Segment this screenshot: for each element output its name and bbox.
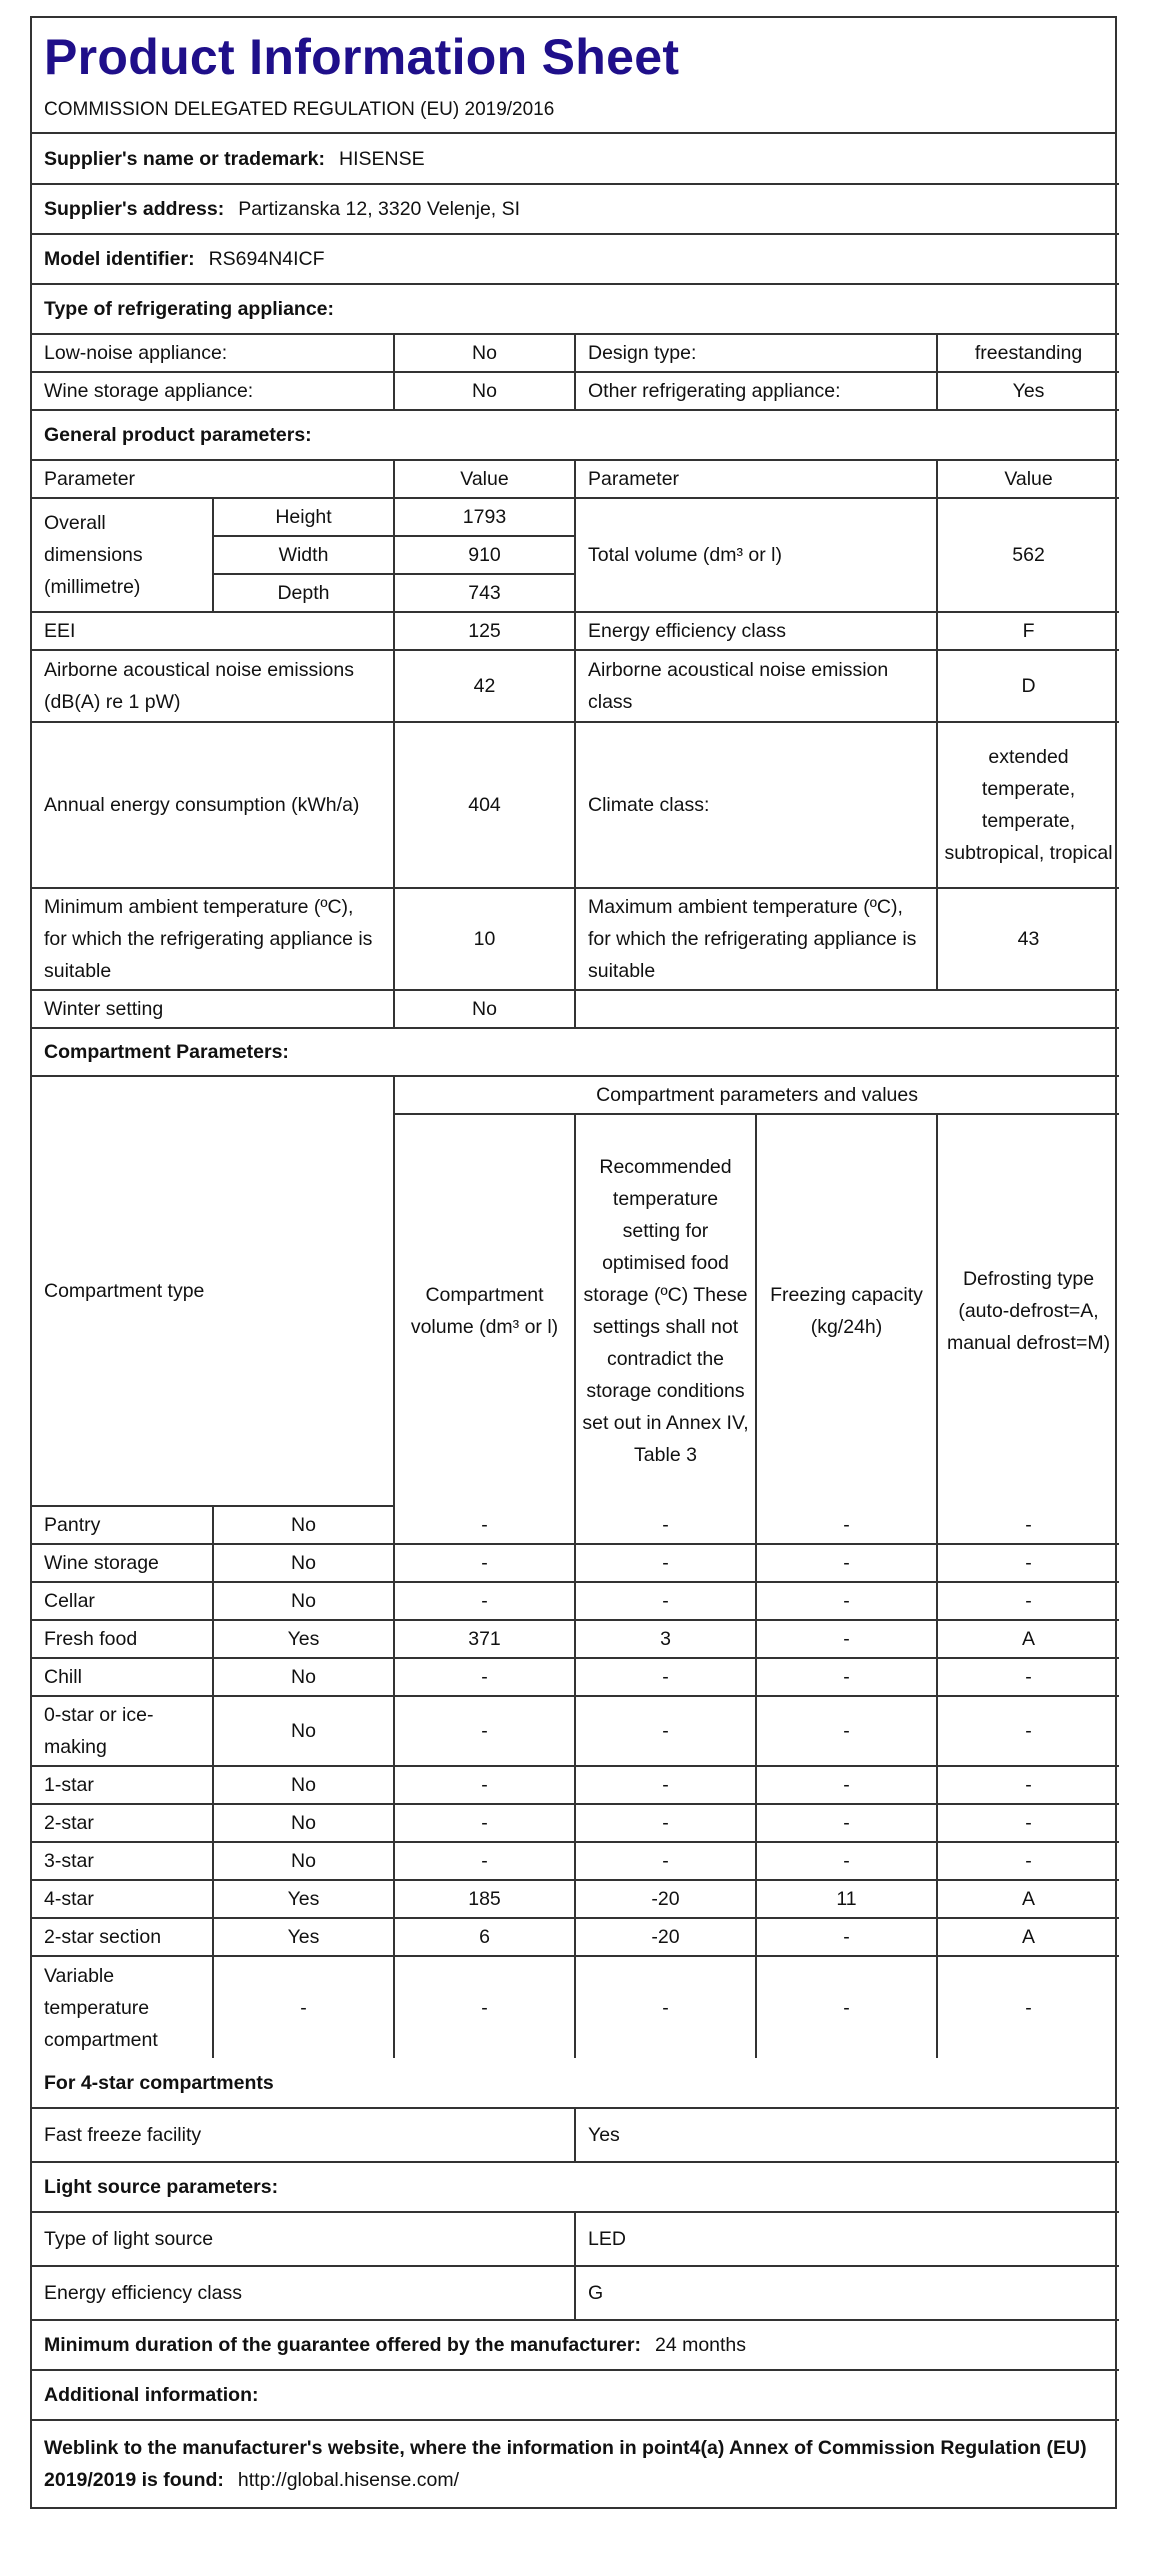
value-header-2: Value [937, 460, 1119, 498]
value-header: Value [394, 460, 575, 498]
compartment-freezing-capacity: - [756, 1804, 937, 1842]
low-noise-label: Low-noise appliance: [32, 334, 394, 372]
light-type-label: Type of light source [32, 2212, 575, 2266]
depth-label: Depth [213, 574, 394, 612]
compartment-temperature: - [575, 1804, 756, 1842]
compartment-defrosting-type: - [937, 1842, 1119, 1880]
compartment-present: - [213, 1956, 394, 2058]
climate-class-value: extended temperate, temperate, subtropical, tropical [937, 722, 1119, 888]
compartment-volume: - [394, 1506, 575, 1544]
compartment-row [32, 1956, 1119, 2058]
compartment-temperature: - [575, 1696, 756, 1766]
compartment-name: Fresh food [32, 1620, 213, 1658]
compartment-present: No [213, 1506, 394, 1544]
compartment-freezing-capacity: - [756, 1918, 937, 1956]
compartment-temperature: - [575, 1506, 756, 1544]
compartment-present: No [213, 1544, 394, 1582]
compartment-row [32, 1696, 1119, 1766]
eei-label: EEI [32, 612, 394, 650]
fast-freeze-value: Yes [575, 2108, 1119, 2162]
general-header-row [32, 460, 1119, 498]
info-table [32, 134, 1119, 2506]
winter-setting-row [32, 990, 1119, 1028]
compartment-name: Wine storage [32, 1544, 213, 1582]
low-noise-row [32, 334, 1119, 372]
compartment-volume: - [394, 1696, 575, 1766]
page-title: Product Information Sheet [44, 29, 680, 85]
max-temp-label: Maximum ambient temperature (ºC), for which the refrigerating appliance is suitable [575, 888, 937, 990]
compartment-present: Yes [213, 1880, 394, 1918]
wine-storage-row [32, 372, 1119, 410]
winter-setting-value: No [394, 990, 575, 1028]
compartment-volume: - [394, 1582, 575, 1620]
compartment-row [32, 1582, 1119, 1620]
compartment-temperature: - [575, 1842, 756, 1880]
climate-class-label: Climate class: [575, 722, 937, 888]
recommended-temperature-header: Recommended temperature setting for optimised food storage (ºC) These settings shall not contradict the storage conditions set out in Annex IV, Table 3 [575, 1114, 756, 1506]
light-class-value: G [575, 2266, 1119, 2320]
compartment-name: Chill [32, 1658, 213, 1696]
supplier-address-row [32, 184, 1119, 234]
light-heading: Light source parameters: [32, 2162, 1119, 2212]
compartment-present: No [213, 1842, 394, 1880]
height-label: Height [213, 498, 394, 536]
appliance-type-heading: Type of refrigerating appliance: [32, 284, 1119, 334]
compartment-freezing-capacity: 11 [756, 1880, 937, 1918]
annual-energy-row [32, 722, 1119, 888]
eei-row [32, 612, 1119, 650]
compartment-freezing-capacity: - [756, 1956, 937, 2058]
compartment-present: No [213, 1804, 394, 1842]
four-star-heading: For 4-star compartments [32, 2058, 1119, 2108]
compartment-row [32, 1620, 1119, 1658]
compartment-rows [32, 1506, 1119, 2058]
compartment-name: Pantry [32, 1506, 213, 1544]
compartment-freezing-capacity: - [756, 1766, 937, 1804]
fast-freeze-row [32, 2108, 1119, 2162]
total-volume-label: Total volume (dm³ or l) [575, 498, 937, 612]
fast-freeze-label: Fast freeze facility [32, 2108, 575, 2162]
compartment-group-header-row [32, 1076, 1119, 1114]
compartment-temperature: - [575, 1582, 756, 1620]
noise-value: 42 [394, 650, 575, 722]
compartment-freezing-capacity: - [756, 1842, 937, 1880]
compartment-defrosting-type: - [937, 1582, 1119, 1620]
compartment-name: 3-star [32, 1842, 213, 1880]
compartment-freezing-capacity: - [756, 1658, 937, 1696]
light-heading-row [32, 2162, 1119, 2212]
general-heading: General product parameters: [32, 410, 1119, 460]
compartment-name: Variable temperature compartment [32, 1956, 213, 2058]
compartment-row [32, 1918, 1119, 1956]
supplier-name-row [32, 134, 1119, 184]
compartment-temperature: - [575, 1766, 756, 1804]
noise-class-value: D [937, 650, 1119, 722]
compartment-name: 2-star [32, 1804, 213, 1842]
compartment-volume: - [394, 1544, 575, 1582]
compartment-volume: 6 [394, 1918, 575, 1956]
min-temp-value: 10 [394, 888, 575, 990]
compartment-defrosting-type: - [937, 1658, 1119, 1696]
compartment-volume: - [394, 1658, 575, 1696]
compartment-defrosting-type: - [937, 1696, 1119, 1766]
model-identifier-label: Model identifier: [44, 248, 195, 270]
compartment-temperature: - [575, 1544, 756, 1582]
depth-value: 743 [394, 574, 575, 612]
empty-cell [575, 990, 1119, 1028]
guarantee-value: 24 months [654, 2334, 747, 2356]
dimensions-label: Overall dimensions (millimetre) [32, 498, 213, 612]
weblink-label: Weblink to the manufacturer's website, where the information in point4(a) Annex of Commission Regulation (EU) 2019/2019 is found: [44, 2436, 1087, 2491]
compartment-row [32, 1766, 1119, 1804]
freezing-capacity-header: Freezing capacity (kg/24h) [756, 1114, 937, 1506]
width-value: 910 [394, 536, 575, 574]
winter-setting-label: Winter setting [32, 990, 394, 1028]
compartment-row [32, 1506, 1119, 1544]
compartment-row [32, 1544, 1119, 1582]
compartment-defrosting-type: - [937, 1804, 1119, 1842]
additional-heading: Additional information: [32, 2370, 1119, 2420]
compartment-defrosting-type: - [937, 1506, 1119, 1544]
compartment-freezing-capacity: - [756, 1582, 937, 1620]
wine-storage-label: Wine storage appliance: [32, 372, 394, 410]
guarantee-row [32, 2320, 1119, 2370]
light-class-label: Energy efficiency class [32, 2266, 575, 2320]
compartment-name: Cellar [32, 1582, 213, 1620]
compartment-present: No [213, 1582, 394, 1620]
compartment-name: 0-star or ice-making [32, 1696, 213, 1766]
compartment-temperature: 3 [575, 1620, 756, 1658]
width-label: Width [213, 536, 394, 574]
annual-energy-label: Annual energy consumption (kWh/a) [32, 722, 394, 888]
max-temp-value: 43 [937, 888, 1119, 990]
supplier-name-label: Supplier's name or trademark: [44, 147, 325, 170]
parameter-header-2: Parameter [575, 460, 937, 498]
four-star-heading-row [32, 2058, 1119, 2108]
annual-energy-value: 404 [394, 722, 575, 888]
title-block [32, 18, 1115, 134]
design-type-label: Design type: [575, 334, 937, 372]
light-type-value: LED [575, 2212, 1119, 2266]
weblink-row [32, 2420, 1119, 2506]
weblink-value[interactable]: http://global.hisense.com/ [237, 2468, 460, 2491]
compartment-temperature: -20 [575, 1918, 756, 1956]
model-identifier-row [32, 234, 1119, 284]
compartment-row [32, 1880, 1119, 1918]
compartment-heading-row [32, 1028, 1119, 1076]
energy-class-label: Energy efficiency class [575, 612, 937, 650]
supplier-address-label: Supplier's address: [44, 198, 225, 220]
compartment-present: No [213, 1658, 394, 1696]
compartment-present: Yes [213, 1918, 394, 1956]
compartment-temperature: - [575, 1658, 756, 1696]
compartment-volume: 185 [394, 1880, 575, 1918]
compartment-row [32, 1804, 1119, 1842]
total-volume-value: 562 [937, 498, 1119, 612]
ambient-temperature-row [32, 888, 1119, 990]
compartment-volume: - [394, 1956, 575, 2058]
guarantee-label: Minimum duration of the guarantee offered by the manufacturer: [44, 2334, 641, 2356]
compartment-heading: Compartment Parameters: [32, 1028, 1119, 1076]
compartment-freezing-capacity: - [756, 1506, 937, 1544]
compartment-present: Yes [213, 1620, 394, 1658]
noise-label: Airborne acoustical noise emissions (dB(A) re 1 pW) [32, 650, 394, 722]
height-value: 1793 [394, 498, 575, 536]
compartment-present: No [213, 1766, 394, 1804]
compartment-volume: - [394, 1766, 575, 1804]
compartment-defrosting-type: - [937, 1956, 1119, 2058]
compartment-temperature: -20 [575, 1880, 756, 1918]
compartment-defrosting-type: A [937, 1918, 1119, 1956]
light-type-row [32, 2212, 1119, 2266]
compartment-name: 4-star [32, 1880, 213, 1918]
compartment-row [32, 1658, 1119, 1696]
height-row [32, 498, 1119, 536]
other-appliance-value: Yes [937, 372, 1119, 410]
noise-row [32, 650, 1119, 722]
design-type-value: freestanding [937, 334, 1119, 372]
compartment-freezing-capacity: - [756, 1696, 937, 1766]
noise-class-label: Airborne acoustical noise emission class [575, 650, 937, 722]
compartment-name: 1-star [32, 1766, 213, 1804]
light-class-row [32, 2266, 1119, 2320]
energy-class-value: F [937, 612, 1119, 650]
compartment-defrosting-type: - [937, 1766, 1119, 1804]
compartment-freezing-capacity: - [756, 1620, 937, 1658]
supplier-name-value: HISENSE [338, 147, 425, 170]
compartment-name: 2-star section [32, 1918, 213, 1956]
compartment-row [32, 1842, 1119, 1880]
supplier-address-value: Partizanska 12, 3320 Velenje, SI [238, 198, 521, 220]
product-information-sheet [30, 16, 1117, 2509]
regulation-reference: COMMISSION DELEGATED REGULATION (EU) 2019/2016 [44, 99, 555, 120]
low-noise-value: No [394, 334, 575, 372]
general-heading-row [32, 410, 1119, 460]
wine-storage-value: No [394, 372, 575, 410]
compartment-defrosting-type: - [937, 1544, 1119, 1582]
appliance-type-heading-row [32, 284, 1119, 334]
compartment-volume: 371 [394, 1620, 575, 1658]
compartment-temperature: - [575, 1956, 756, 2058]
compartment-defrosting-type: A [937, 1880, 1119, 1918]
model-identifier-value: RS694N4ICF [208, 248, 325, 270]
compartment-freezing-capacity: - [756, 1544, 937, 1582]
min-temp-label: Minimum ambient temperature (ºC), for which the refrigerating appliance is suitable [32, 888, 394, 990]
other-appliance-label: Other refrigerating appliance: [575, 372, 937, 410]
compartment-volume-header: Compartment volume (dm³ or l) [394, 1114, 575, 1506]
additional-heading-row [32, 2370, 1119, 2420]
compartment-volume: - [394, 1804, 575, 1842]
compartment-volume: - [394, 1842, 575, 1880]
defrosting-type-header: Defrosting type (auto-defrost=A, manual defrost=M) [937, 1114, 1119, 1506]
compartment-defrosting-type: A [937, 1620, 1119, 1658]
compartment-present: No [213, 1696, 394, 1766]
eei-value: 125 [394, 612, 575, 650]
compartment-group-header: Compartment parameters and values [394, 1076, 1119, 1114]
parameter-header: Parameter [32, 460, 394, 498]
compartment-type-header: Compartment type [32, 1076, 394, 1506]
